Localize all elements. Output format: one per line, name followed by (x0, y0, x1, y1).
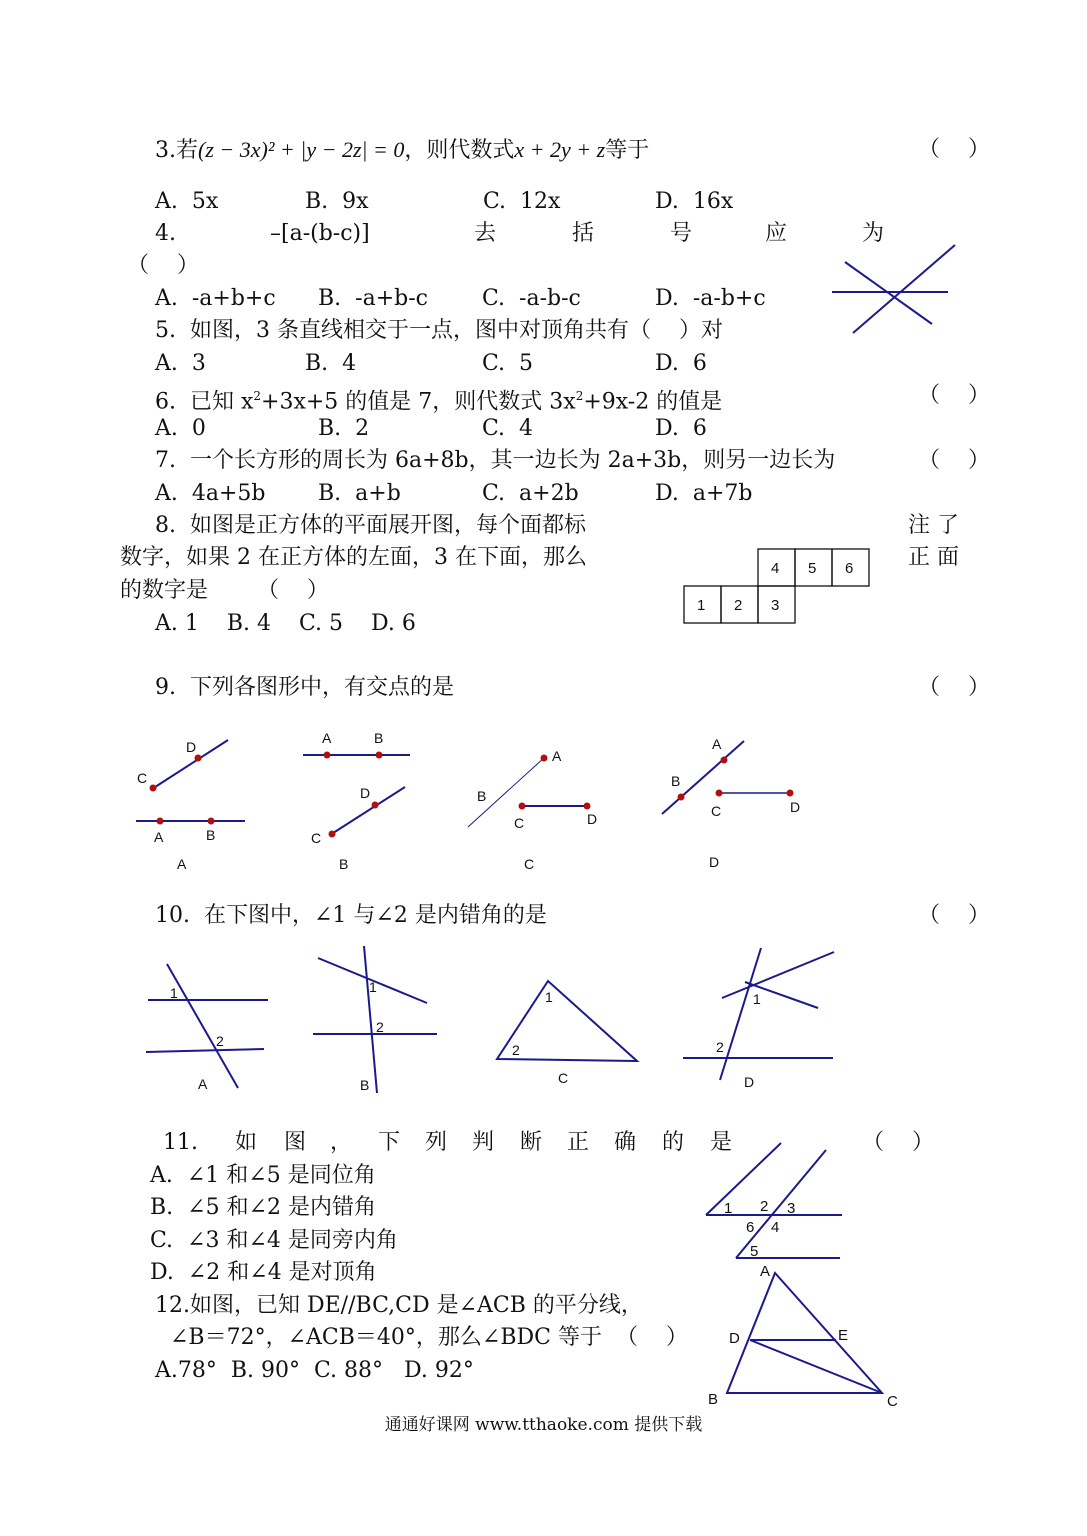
q9a-label-a: A (154, 829, 164, 845)
q10d-caption: D (744, 1074, 755, 1090)
q5-option-a: A. 3 (155, 351, 206, 376)
q5-option-d: D. 6 (655, 351, 707, 376)
q11-w7: 断 (520, 1130, 543, 1155)
q11-w9: 确 (614, 1130, 637, 1155)
q6-option-d: D. 6 (655, 416, 707, 441)
q11-num: 11. (163, 1130, 198, 1155)
q12-label-a: A (760, 1263, 771, 1280)
q4-word-5: 为 (862, 221, 885, 246)
q9a-caption: A (177, 856, 187, 872)
q11-w2: 图 (284, 1130, 307, 1155)
q11-w5: 列 (425, 1130, 448, 1155)
q5-figure (832, 245, 955, 333)
q11-label-2: 2 (760, 1198, 769, 1215)
q11-w3: ， (330, 1130, 353, 1155)
q10b-caption: B (360, 1077, 370, 1093)
q6-option-b: B. 2 (318, 416, 370, 441)
q9c-label-a: A (552, 748, 562, 764)
q11-option-a: A. ∠1 和∠5 是同位角 (150, 1163, 376, 1188)
q9c-label-c: C (514, 815, 525, 831)
q8-line-2-right: 正 面 (908, 545, 959, 570)
q11-label-3: 3 (787, 1200, 796, 1217)
q10-bracket: （ ） (918, 903, 990, 928)
q12-label-d: D (729, 1330, 740, 1347)
q10c-label-2: 2 (512, 1042, 520, 1058)
q7-option-d: D. a+7b (655, 481, 753, 506)
q9d-label-c: C (711, 803, 722, 819)
q9-stem: 9. 下列各图形中，有交点的是 (155, 675, 454, 700)
q12-options: A.78° B. 90° C. 88° D. 92° (155, 1358, 474, 1383)
page-footer: 通通好课网 www.tthaoke.com 提供下载 (384, 1415, 703, 1435)
q9d-caption: D (709, 854, 720, 870)
q8-cell-2: 2 (734, 597, 743, 614)
q9d-label-b: B (671, 773, 681, 789)
q10a-caption: A (198, 1076, 208, 1092)
q9b-label-a: A (322, 730, 332, 746)
q11-label-4: 4 (771, 1219, 780, 1236)
q6-stem: 6. 已知 $x^2+3x+5$ 的值是 7，则代数式 $3x^2+9x-2$ 的值是 (155, 389, 723, 415)
q8-cell-4: 4 (771, 560, 780, 577)
q10a-label-2: 2 (216, 1033, 224, 1049)
q4-num: 4. (155, 221, 176, 246)
q4-option-c: C. -a-b-c (482, 286, 581, 311)
q9c-caption: C (524, 856, 535, 872)
q11-option-c: C. ∠3 和∠4 是同旁内角 (150, 1228, 398, 1253)
q11-label-1: 1 (724, 1200, 733, 1217)
q11-label-5: 5 (750, 1243, 759, 1260)
q7-option-a: A. 4a+5b (155, 481, 266, 506)
q7-option-c: C. a+2b (482, 481, 579, 506)
q12-line-2: ∠B＝72°，∠ACB＝40°，那么∠BDC 等于 （ ） (170, 1325, 688, 1350)
q8-options: A. 1 B. 4 C. 5 D. 6 (155, 611, 416, 636)
q10b-label-2: 2 (376, 1019, 384, 1035)
q9a-label-c: C (137, 770, 148, 786)
q11-option-b: B. ∠5 和∠2 是内错角 (150, 1195, 376, 1220)
q10a-label-1: 1 (170, 985, 178, 1001)
q4-word-4: 应 (765, 221, 788, 246)
q12-label-e: E (838, 1327, 849, 1344)
q8-line-3: 的数字是 （ ） (120, 578, 329, 603)
q12-figure (727, 1273, 882, 1393)
q4-expr: –[a-(b-c)] (270, 221, 370, 246)
q11-bracket: （ ） (862, 1130, 934, 1155)
q10b-label-1: 1 (369, 979, 377, 995)
q9d-label-d: D (790, 799, 801, 815)
q3-option-a: A. 5x (155, 189, 219, 214)
q11-label-6: 6 (746, 1219, 755, 1236)
q7-stem: 7. 一个长方形的周长为 6a+8b，其一边长为 2a+3b，则另一边长为 (155, 448, 836, 473)
q3-option-b: B. 9x (305, 189, 369, 214)
q11-w4: 下 (378, 1130, 401, 1155)
q11-w10: 的 (662, 1130, 685, 1155)
q9b-caption: B (339, 856, 349, 872)
q12-label-c: C (887, 1393, 898, 1410)
q9b-label-c: C (311, 830, 322, 846)
q11-w11: 是 (710, 1130, 733, 1155)
q4-word-3: 号 (670, 221, 693, 246)
q11-w1: 如 (235, 1130, 258, 1155)
q3-option-d: D. 16x (655, 189, 734, 214)
q6-bracket: （ ） (918, 383, 990, 408)
q10d-label-1: 1 (753, 991, 761, 1007)
q11-w6: 判 (472, 1130, 495, 1155)
q8-cell-6: 6 (845, 560, 854, 577)
q12-line-1: 12.如图，已知 DE//BC,CD 是∠ACB 的平分线， (155, 1293, 643, 1318)
q8-cell-3: 3 (771, 597, 780, 614)
q9-bracket: （ ） (918, 675, 990, 700)
q11-w8: 正 (567, 1130, 590, 1155)
q3-option-c: C. 12x (483, 189, 561, 214)
q4-option-b: B. -a+b-c (318, 286, 428, 311)
q12-label-b: B (708, 1391, 719, 1408)
q3-bracket: （ ） (918, 137, 990, 162)
q8-cell-5: 5 (808, 560, 817, 577)
q10-stem: 10. 在下图中，∠1 与∠2 是内错角的是 (155, 903, 547, 928)
q4-word-1: 去 (474, 221, 497, 246)
q10c-label-1: 1 (545, 989, 553, 1005)
q7-option-b: B. a+b (318, 481, 401, 506)
q9a-label-b: B (206, 827, 216, 843)
q5-option-b: B. 4 (305, 351, 357, 376)
q7-bracket: （ ） (918, 448, 990, 473)
q9a-label-d: D (186, 739, 197, 755)
q8-cell-1: 1 (697, 597, 706, 614)
q5-option-c: C. 5 (482, 351, 534, 376)
q4-word-2: 括 (572, 221, 595, 246)
q4-bracket: （ ） (127, 253, 199, 278)
q8-line-1-right: 注 了 (908, 513, 959, 538)
q10c-caption: C (558, 1070, 569, 1086)
q9b-label-d: D (360, 785, 371, 801)
q11-option-d: D. ∠2 和∠4 是对顶角 (150, 1260, 377, 1285)
q4-option-a: A. -a+b+c (155, 286, 276, 311)
q9c-label-b: B (477, 788, 487, 804)
q8-line-1: 8. 如图是正方体的平面展开图，每个面都标 (155, 513, 586, 538)
q3-stem: 3.若(z − 3x)² + |y − 2z| = 0，则代数式x + 2y + z等于 (155, 137, 650, 163)
q9d-label-a: A (712, 736, 722, 752)
q4-option-d: D. -a-b+c (655, 286, 766, 311)
q6-option-c: C. 4 (482, 416, 534, 441)
q9c-label-d: D (587, 811, 598, 827)
q6-option-a: A. 0 (155, 416, 206, 441)
q8-line-2: 数字，如果 2 在正方体的左面，3 在下面，那么 (120, 545, 587, 570)
q10d-label-2: 2 (716, 1039, 724, 1055)
q9b-label-b: B (374, 730, 384, 746)
q5-stem: 5. 如图，3 条直线相交于一点，图中对顶角共有（ ）对 (155, 318, 723, 343)
